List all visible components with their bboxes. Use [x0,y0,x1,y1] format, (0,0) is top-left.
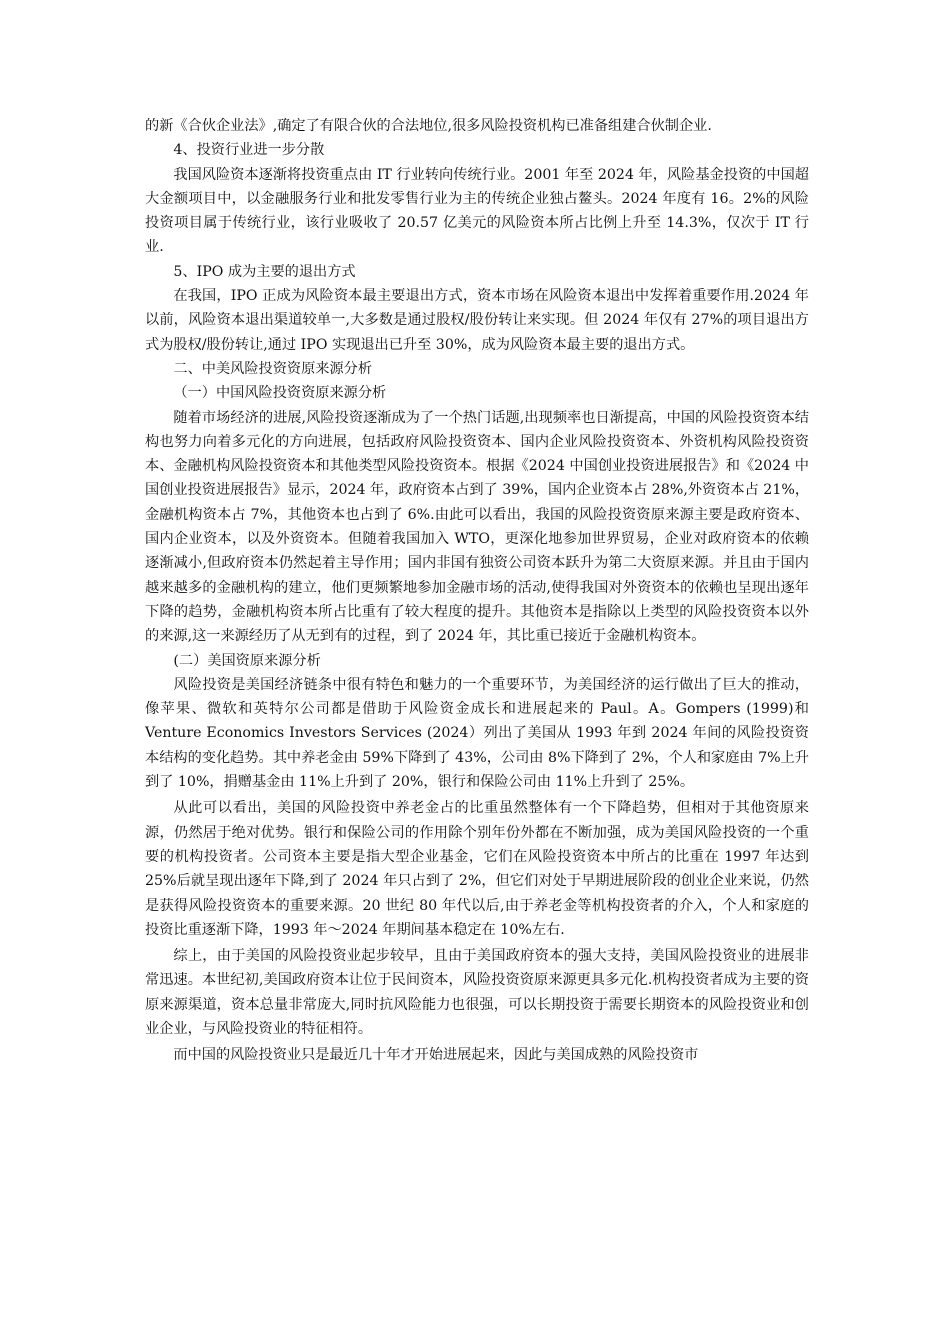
paragraph-13: 而中国的风险投资业只是最近几十年才开始进展起来，因此与美国成熟的风险投资市 [173,1047,699,1064]
subsection-heading-china: （一）中国风险投资资原来源分析 [173,385,387,402]
paragraph-11: 从此可以看出，美国的风险投资中养老金占的比重虽然整体有一个下降趋势，但相对于其他资原来源，仍然居于绝对优势。银行和保险公司的作用除个别年份外都在不断加强，成为美国风险投资的一个重要的机构投资者。公司资本主要是指大型企业基金，它们在风险投资资本中所占的比重在 1997 年达到 25%后就呈现出逐年下降,到了 2024 年只占到了 2%，但它们对处于早期进展阶段的创业企业来说，仍然是获得风险投资资本的重要来源。20 世纪 80 年代以后,由于养老金等机构投资者的介入，个人和家庭的投资比重逐渐下降，1993 年～2024 年期间基本稳定在 10%左右. [145,800,809,938]
heading-4-investment-diversification: 4、投资行业进一步分散 [173,142,325,159]
paragraph-1: 的新《合伙企业法》,确定了有限合伙的合法地位,很多风险投资机构已准备组建合伙制企业. [145,118,712,134]
paragraph-3: 我国风险资本逐渐将投资重点由 IT 行业转向传统行业。2001 年至 2024 年，风险基金投资的中国超大金额项目中，以金融服务行业和批发零售行业为主的传统企业独占鳌头。2024 年度有 16。2%的风险投资项目属于传统行业，该行业吸收了 20.57 亿美元的风险资本所占比例上升至 14.3%，仅次于 IT 行业. [145,166,809,256]
section-heading-2: 二、中美风险投资资原来源分析 [173,360,373,377]
paragraph-10: 风险投资是美国经济链条中很有特色和魅力的一个重要环节，为美国经济的运行做出了巨大的推动，像苹果、微软和英特尔公司都是借助于风险资金成长和进展起来的 Paul。A。Gompers (1999)和 Venture Economics Investors Services (2024）列出了美国从 1993 年到 2024 年间的风险投资资本结构的变化趋势。其中养老金由 59%下降到了 43%，公司由 8%下降到了 2%，个人和家庭由 7%上升到了 10%，捐赠基金由 11%上升到了 20%，银行和保险公司由 11%上升到了 25%。 [145,676,809,791]
heading-5-ipo-exit: 5、IPO 成为主要的退出方式 [173,263,356,280]
paragraph-8: 随着市场经济的进展,风险投资逐渐成为了一个热门话题,出现频率也日渐提高，中国的风险投资资本结构也努力向着多元化的方向进展，包括政府风险投资资本、国内企业风险投资资本、外资机构风险投资资本、金融机构风险投资资本和其他类型风险投资资本。根据《2024 中国创业投资进展报告》和《2024 中国创业投资进展报告》显示，2024 年，政府资本占到了 39%，国内企业资本占 28%,外资资本占 21%，金融机构资本占 7%，其他资本也占到了 6%.由此可以看出，我国的风险投资资原来源主要是政府资本、国内企业资本，以及外资资本。但随着我国加入 WTO，更深化地参加世界贸易，企业对政府资本的依赖逐渐减小,但政府资本仍然起着主导作用；国内非国有独资公司资本跃升为第二大资原来源。并且由于国内越来越多的金融机构的建立，他们更频繁地参加金融市场的活动,使得我国对外资资本的依赖也呈现出逐年下降的趋势，金融机构资本所占比重有了较大程度的提升。其他资本是指除以上类型的风险投资资本以外的来源,这一来源经历了从无到有的过程，到了 2024 年，其比重已接近于金融机构资本。 [145,409,810,645]
paragraph-12: 综上，由于美国的风险投资业起步较早，且由于美国政府资本的强大支持，美国风险投资业的进展非常迅速。本世纪初,美国政府资本让位于民间资本，风险投资资原来源更具多元化.机构投资者成为主要的资原来源渠道，资本总量非常庞大,同时抗风险能力也很强，可以长期投资于需要长期资本的风险投资业和创业企业，与风险投资业的特征相符。 [145,948,809,1037]
subsection-heading-usa: (二）美国资原来源分析 [173,652,321,669]
document-page [145,114,809,1068]
paragraph-5: 在我国，IPO 正成为风险资本最主要退出方式，资本市场在风险资本退出中发挥着重要作用.2024 年以前，风险资本退出渠道较单一,大多数是通过股权/股份转让来实现。但 2024 年仅有 27%的项目退出方式为股权/股份转让,通过 IPO 实现退出已升至 30%，成为风险资本最主要的退出方式。 [145,288,809,353]
